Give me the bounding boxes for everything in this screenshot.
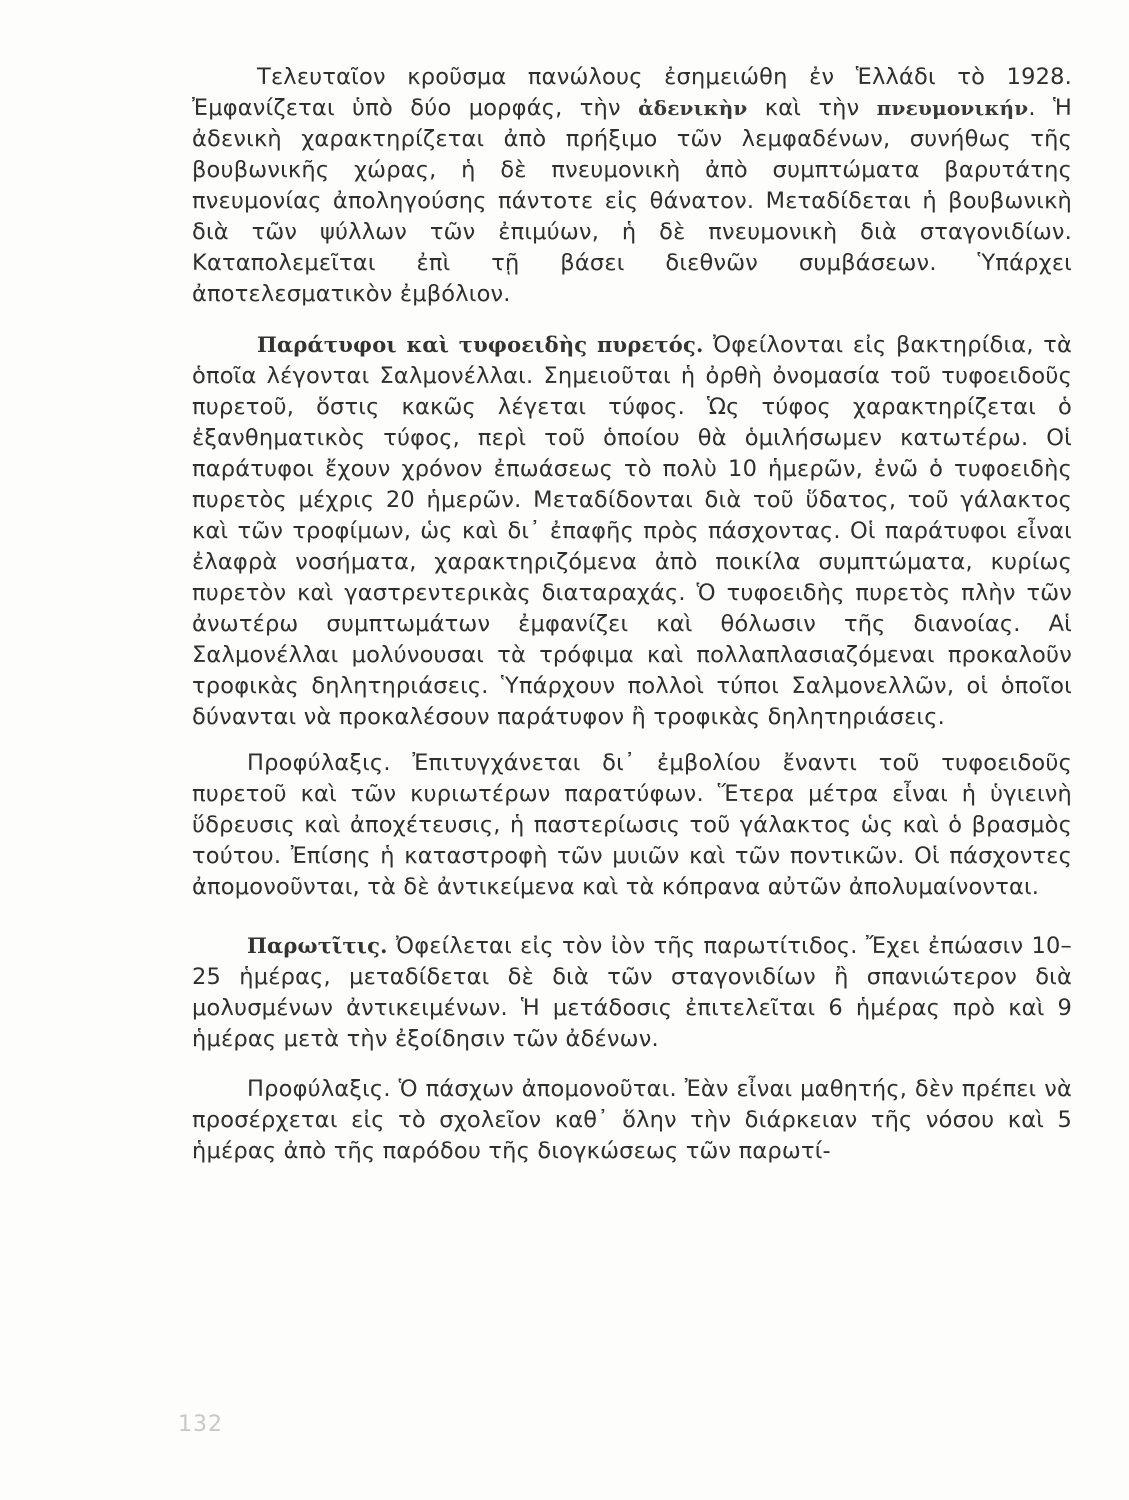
term-adenic: ἀδενικὴν [638,96,748,120]
page-number: 132 [178,1412,223,1437]
heading-mumps: Παρωτῖτις. [247,933,388,958]
paragraph-prevention-mumps [192,1074,1072,1167]
page-body-text [192,62,1072,1167]
prevention-mumps-text: Προφύλαξις. Ὁ πάσχων ἀπομονοῦται. Ἐὰν εἶναι μαθητής, δὲν πρέπει νὰ προσέρχεται εἰς τὸ σχολεῖον καθ᾽ ὅλην τὴν διάρκειαν τῆς νόσου καὶ 5 ἡμέρας ἀπὸ τῆς παρόδου τῆς διογκώσεως τῶν παρωτί- [192,1076,1072,1164]
term-pneumonic: πνευμονικήν [876,96,1029,120]
paratyphoid-body-text: Ὀφείλονται εἰς βακτηρίδια, τὰ ὁποῖα λέγονται Σαλμονέλλαι. Σημειοῦται ἡ ὀρθὴ ὀνομασία τοῦ τυφοειδοῦς πυρετοῦ, ὅστις κακῶς λέγεται τύφος. Ὡς τύφος χαρακτηρίζεται ὁ ἐξανθηματικὸς τύφος, περὶ τοῦ ὁποίου θὰ ὁμιλήσωμεν κατωτέρω. Οἱ παράτυφοι ἔχουν χρόνον ἐπωάσεως τὸ πολὺ 10 ἡμερῶν, ἐνῶ ὁ τυφοειδὴς πυρετὸς μέχρις 20 ἡμερῶν. Μεταδίδονται διὰ τοῦ ὕδατος, τοῦ γάλακτος καὶ τῶν τροφίμων, ὡς καὶ δι᾽ ἐπαφῆς πρὸς πάσχοντας. Οἱ παράτυφοι εἶναι ἐλαφρὰ νοσήματα, χαρακτηριζόμενα ἀπὸ ποικίλα συμπτώματα, κυρίως πυρετὸν καὶ γαστρεντερικὰς διαταραχάς. Ὁ τυφοειδὴς πυρετὸς πλὴν τῶν ἀνωτέρω συμπτωμάτων ἐμφανίζει καὶ θόλωσιν τῆς διανοίας. Αἱ Σαλμονέλλαι μολύνουσαι τὰ τρόφιμα καὶ πολλαπλασιαζόμεναι προκαλοῦν τροφικὰς δηλητηριάσεις. Ὑπάρχουν πολλοὶ τύποι Σαλμονελλῶν, οἱ ὁποῖοι δύνανται νὰ προκαλέσουν παράτυφον ἢ τροφικὰς δηλητηριάσεις. [192,332,1072,730]
mumps-body-text: Ὀφείλεται εἰς τὸν ἰὸν τῆς παρωτίτιδος. Ἔχει ἐπώασιν 10–25 ἡμέρας, μεταδίδεται δὲ διὰ τῶν σταγονιδίων ἢ σπανιώτερον διὰ μολυσμένων ἀντικειμένων. Ἡ μετάδοσις ἐπιτελεῖται 6 ἡμέρας πρὸ καὶ 9 ἡμέρας μετὰ τὴν ἐξοίδησιν τῶν ἀδένων. [192,933,1072,1052]
plague-conjunction-text: καὶ τὴν [747,95,877,121]
heading-paratyphoid-typhoid: Παράτυφοι καὶ τυφοειδὴς πυρετός. [257,332,704,357]
paragraph-prevention-typhoid [192,748,1072,903]
paragraph-mumps [192,930,1072,1055]
plague-body-text: . Ἡ ἀδενικὴ χαρακτηρίζεται ἀπὸ πρήξιμο τῶν λεμφαδένων, συνήθως τῆς βουβωνικῆς χώρας, ἡ δὲ πνευμονικὴ ἀπὸ συμπτώματα βαρυτάτης πνευμονίας ἀποληγούσης πάντοτε εἰς θάνατον. Μεταδίδεται ἡ βουβωνικὴ διὰ τῶν ψύλλων τῶν ἐπιμύων, ἡ δὲ πνευμονικὴ διὰ σταγονιδίων. Καταπολεμεῖται ἐπὶ τῇ βάσει διεθνῶν συμβάσεων. Ὑπάρχει ἀποτελεσματικὸν ἐμβόλιον. [192,95,1073,307]
prevention-typhoid-text: Προφύλαξις. Ἐπιτυγχάνεται δι᾽ ἐμβολίου ἔναντι τοῦ τυφοειδοῦς πυρετοῦ καὶ τῶν κυριωτέρων παρατύφων. Ἕτερα μέτρα εἶναι ἡ ὑγιεινὴ ὕδρευσις καὶ ἀποχέτευσις, ἡ παστερίωσις τοῦ γάλακτος ὡς καὶ ὁ βρασμὸς τούτου. Ἐπίσης ἡ καταστροφὴ τῶν μυιῶν καὶ τῶν ποντικῶν. Οἱ πάσχοντες ἀπομονοῦνται, τὰ δὲ ἀντικείμενα καὶ τὰ κόπρανα αὐτῶν ἀπολυμαίνονται. [192,750,1072,900]
paragraph-plague [192,62,1072,310]
plague-intro-text: Τελευταῖον κροῦσμα πανώλους ἐσημειώθη ἐν Ἑλλάδι τὸ 1928. Ἐμφανίζεται ὑπὸ δύο μορφάς, τὴν [192,64,1072,121]
paragraph-paratyphoid [192,329,1072,733]
